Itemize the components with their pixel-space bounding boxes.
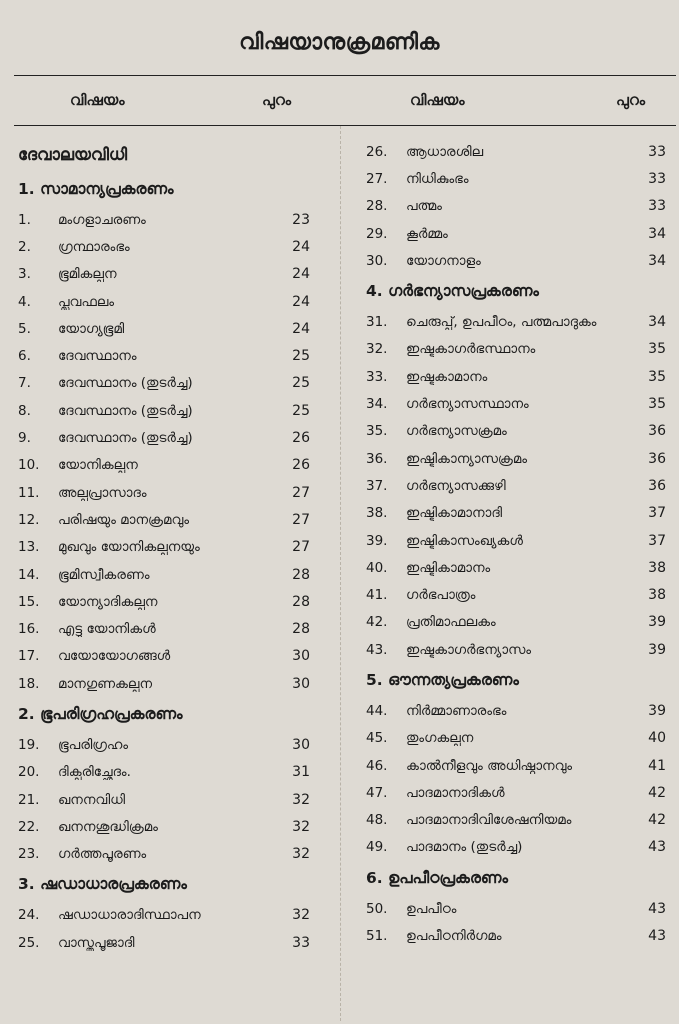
entry-page: 41 <box>648 757 666 774</box>
entry-title: മുഖവും യോനികല്പനയും <box>58 539 200 556</box>
entry-title: പത്മം <box>406 198 442 215</box>
entry-number: 15. <box>18 593 40 610</box>
entry-page: 27 <box>292 484 310 501</box>
entry-title: പാദമാനാദികൾ <box>406 784 505 801</box>
entry-page: 30 <box>292 648 310 665</box>
toc-entry <box>18 561 310 588</box>
entry-page: 36 <box>648 423 666 440</box>
entry-page: 35 <box>648 368 666 385</box>
entry-number: 51. <box>366 928 388 945</box>
toc-entry <box>366 247 666 274</box>
toc-entry <box>18 424 310 451</box>
entry-page: 28 <box>292 593 310 610</box>
entry-page: 38 <box>648 587 666 604</box>
entry-page: 30 <box>292 675 310 692</box>
entry-number: 37. <box>366 477 388 494</box>
entry-number: 22. <box>18 818 40 835</box>
entry-page: 26 <box>292 457 310 474</box>
toc-entry <box>18 315 310 342</box>
entry-title: എട്ടു യോനികൾ <box>58 621 156 638</box>
entry-title: ഖനനശുദ്ധിക്രമം <box>58 818 158 835</box>
entry-number: 18. <box>18 675 40 692</box>
entry-number: 38. <box>366 505 388 522</box>
entry-number: 3. <box>18 266 31 283</box>
entry-number: 46. <box>366 757 388 774</box>
toc-entry <box>18 813 310 840</box>
entry-title: വാസ്തുപൂജാദി <box>58 934 135 951</box>
entry-number: 28. <box>366 198 388 215</box>
toc-entry <box>366 445 666 472</box>
toc-entry <box>18 342 310 369</box>
entry-number: 2. <box>18 238 31 255</box>
entry-page: 31 <box>292 764 310 781</box>
entry-title: ഇഷ്ടകാമാനം <box>406 368 488 385</box>
toc-entry <box>366 895 666 922</box>
entry-number: 9. <box>18 430 31 447</box>
toc-entry <box>366 138 666 165</box>
toc-entry <box>366 165 666 192</box>
entry-title: നിധികുംഭം <box>406 170 469 187</box>
toc-entry <box>18 759 310 786</box>
entry-page: 25 <box>292 402 310 419</box>
left-page-header: പുറം <box>262 91 292 109</box>
entry-page: 33 <box>292 934 310 951</box>
toc-entry <box>366 554 666 581</box>
entry-page: 33 <box>648 143 666 160</box>
entry-number: 27. <box>366 170 388 187</box>
entry-title: കൂർമ്മം <box>406 225 448 242</box>
entry-page: 25 <box>292 375 310 392</box>
right-topic-header: വിഷയം <box>410 91 465 109</box>
entry-title: ഭൂമിസ്വീകരണം <box>58 566 150 583</box>
entry-title: ചെരുപ്പ്, ഉപപീഠം, പത്മപാദുകം <box>406 314 597 331</box>
toc-entry <box>18 233 310 260</box>
toc-entry <box>18 370 310 397</box>
entry-title: കാൽനീളവും അധിഷ്ഠാനവും <box>406 757 573 774</box>
entry-number: 47. <box>366 784 388 801</box>
entry-title: നിർമ്മാണാരംഭം <box>406 702 507 719</box>
entry-number: 23. <box>18 846 40 863</box>
entry-title: അല്പപ്രാസാദം <box>58 484 147 501</box>
left-column <box>18 138 310 956</box>
entry-page: 28 <box>292 621 310 638</box>
entry-page: 34 <box>648 252 666 269</box>
entry-number: 6. <box>18 348 31 365</box>
toc-entry <box>366 779 666 806</box>
toc-entry <box>366 363 666 390</box>
toc-entry <box>366 418 666 445</box>
entry-title: ആധാരശില <box>406 143 484 160</box>
toc-entry <box>366 609 666 636</box>
entry-title: ഗർഭന്യാസക്കുഴി <box>406 477 506 494</box>
entry-title: ഇഷ്ടികാമാനാദി <box>406 505 503 522</box>
entry-number: 19. <box>18 736 40 753</box>
entry-title: പാദമാനം (തുടർച്ച) <box>406 839 523 856</box>
entry-page: 39 <box>648 702 666 719</box>
entry-page: 33 <box>648 170 666 187</box>
entry-page: 28 <box>292 566 310 583</box>
entry-title: യോനികല്പന <box>58 457 138 474</box>
entry-number: 1. <box>18 211 31 228</box>
entry-title: ഭൂമികല്പന <box>58 266 117 283</box>
entry-page: 35 <box>648 396 666 413</box>
entry-number: 26. <box>366 143 388 160</box>
entry-title: യോഗനാളം <box>406 252 481 269</box>
toc-entry <box>366 581 666 608</box>
toc-entry <box>366 500 666 527</box>
entry-title: പ്രതിമാഫലകം <box>406 614 496 631</box>
page-title: വിഷയാനുക്രമണിക <box>239 30 440 55</box>
entry-page: 27 <box>292 511 310 528</box>
toc-entry <box>366 725 666 752</box>
entry-number: 5. <box>18 320 31 337</box>
entry-title: ഇഷ്ടികാന്യാസക്രമം <box>406 450 528 467</box>
entry-number: 39. <box>366 532 388 549</box>
entry-title: ഉപപീഠനിർഗമം <box>406 928 502 945</box>
toc-entry <box>366 922 666 949</box>
entry-title: ദേവസ്ഥാനം <box>58 348 137 365</box>
entry-page: 36 <box>648 477 666 494</box>
header-rule <box>14 125 676 126</box>
entry-page: 30 <box>292 736 310 753</box>
toc-entry <box>18 506 310 533</box>
section-heading: 3. ഷഡാധാരപ്രകരണം <box>18 875 187 894</box>
entry-number: 16. <box>18 621 40 638</box>
entry-page: 27 <box>292 539 310 556</box>
toc-entry <box>366 807 666 834</box>
entry-number: 10. <box>18 457 40 474</box>
entry-page: 43 <box>648 900 666 917</box>
toc-entry <box>18 841 310 868</box>
entry-title: പരിഷയും മാനക്രമവും <box>58 511 189 528</box>
entry-number: 41. <box>366 587 388 604</box>
entry-title: തുംഗകല്പന <box>406 730 474 747</box>
entry-title: പ്ലവഫലം <box>58 293 115 310</box>
left-topic-header: വിഷയം <box>70 91 125 109</box>
entry-title: മംഗളാചരണം <box>58 211 146 228</box>
entry-title: ദേവസ്ഥാനം (തുടർച്ച) <box>58 402 193 419</box>
toc-entry <box>366 193 666 220</box>
entry-page: 26 <box>292 430 310 447</box>
entry-number: 21. <box>18 791 40 808</box>
entry-number: 11. <box>18 484 40 501</box>
entry-number: 12. <box>18 511 40 528</box>
entry-number: 20. <box>18 764 40 781</box>
section-heading: 6. ഉപപീഠപ്രകരണം <box>366 868 508 887</box>
toc-entry <box>366 336 666 363</box>
entry-page: 39 <box>648 614 666 631</box>
entry-page: 34 <box>648 225 666 242</box>
entry-number: 32. <box>366 341 388 358</box>
section-heading: 5. ഔന്നത്യപ്രകരണം <box>366 670 519 689</box>
entry-title: പാദമാനാദിവിശേഷനിയമം <box>406 812 572 829</box>
entry-number: 36. <box>366 450 388 467</box>
entry-title: ദിക്പരിച്ഛേദം. <box>58 764 131 781</box>
toc-entry <box>18 534 310 561</box>
entry-title: ദേവസ്ഥാനം (തുടർച്ച) <box>58 375 193 392</box>
entry-number: 13. <box>18 539 40 556</box>
entry-page: 24 <box>292 266 310 283</box>
top-rule <box>14 75 676 76</box>
entry-page: 33 <box>648 198 666 215</box>
entry-number: 30. <box>366 252 388 269</box>
entry-title: യോഗ്യഭൂമി <box>58 320 125 337</box>
right-column <box>366 138 666 950</box>
column-divider <box>340 126 341 1021</box>
entry-number: 25. <box>18 934 40 951</box>
toc-entry <box>18 588 310 615</box>
entry-number: 7. <box>18 375 31 392</box>
toc-entry <box>18 902 310 929</box>
entry-page: 23 <box>292 211 310 228</box>
entry-number: 49. <box>366 839 388 856</box>
toc-entry <box>18 929 310 956</box>
entry-page: 24 <box>292 238 310 255</box>
entry-page: 34 <box>648 314 666 331</box>
entry-page: 40 <box>648 730 666 747</box>
entry-number: 34. <box>366 396 388 413</box>
entry-page: 24 <box>292 320 310 337</box>
entry-number: 42. <box>366 614 388 631</box>
entry-page: 42 <box>648 784 666 801</box>
entry-title: ഖനനവിധി <box>58 791 126 808</box>
entry-title: ദേവസ്ഥാനം (തുടർച്ച) <box>58 430 193 447</box>
section-heading: 1. സാമാന്യപ്രകരണം <box>18 179 174 198</box>
entry-number: 8. <box>18 402 31 419</box>
entry-title: ഭൂപരിഗ്രഹം <box>58 736 129 753</box>
toc-entry <box>366 308 666 335</box>
toc-entry <box>366 220 666 247</box>
entry-page: 38 <box>648 559 666 576</box>
section-heading: ദേവാലയവിധി <box>18 145 128 164</box>
entry-number: 33. <box>366 368 388 385</box>
toc-entry <box>18 261 310 288</box>
entry-page: 43 <box>648 839 666 856</box>
toc-entry <box>366 697 666 724</box>
toc-entry <box>18 479 310 506</box>
toc-entry <box>366 390 666 417</box>
entry-page: 39 <box>648 641 666 658</box>
entry-number: 45. <box>366 730 388 747</box>
entry-title: ഗർഭന്യാസസ്ഥാനം <box>406 396 529 413</box>
entry-title: വയോയോഗങ്ങൾ <box>58 648 171 665</box>
entry-title: ഇഷ്ടകാഗർഭന്യാസം <box>406 641 532 658</box>
entry-number: 29. <box>366 225 388 242</box>
entry-page: 24 <box>292 293 310 310</box>
entry-title: ഗർഭപാത്രം <box>406 587 476 604</box>
entry-number: 44. <box>366 702 388 719</box>
entry-number: 50. <box>366 900 388 917</box>
toc-entry <box>18 288 310 315</box>
entry-number: 24. <box>18 907 40 924</box>
toc-entry <box>18 615 310 642</box>
entry-title: യോന്യാദികല്പന <box>58 593 158 610</box>
entry-number: 17. <box>18 648 40 665</box>
entry-title: ഷഡാധാരാദിസ്ഥാപന <box>58 907 201 924</box>
entry-title: ഇഷ്ടികാമാനം <box>406 559 491 576</box>
entry-page: 32 <box>292 791 310 808</box>
entry-title: ഇഷ്ടികാസംഖ്യകൾ <box>406 532 523 549</box>
toc-entry <box>366 527 666 554</box>
entry-page: 37 <box>648 532 666 549</box>
entry-page: 35 <box>648 341 666 358</box>
toc-entry <box>18 206 310 233</box>
entry-title: ഇഷ്ടകാഗർഭസ്ഥാനം <box>406 341 536 358</box>
toc-entry <box>18 397 310 424</box>
toc-entry <box>366 752 666 779</box>
toc-entry <box>18 731 310 758</box>
entry-title: ഗർത്തപൂരണം <box>58 846 147 863</box>
toc-entry <box>366 834 666 861</box>
entry-number: 43. <box>366 641 388 658</box>
entry-page: 36 <box>648 450 666 467</box>
right-page-header: പുറം <box>616 91 646 109</box>
toc-entry <box>18 452 310 479</box>
entry-number: 14. <box>18 566 40 583</box>
section-heading: 2. ഭൂപരിഗ്രഹപ്രകരണം <box>18 704 183 723</box>
entry-page: 32 <box>292 846 310 863</box>
entry-number: 31. <box>366 314 388 331</box>
entry-page: 42 <box>648 812 666 829</box>
toc-entry <box>18 786 310 813</box>
entry-title: ഗ്രന്ഥാരംഭം <box>58 238 130 255</box>
entry-title: മാനഗുണകല്പന <box>58 675 152 692</box>
entry-page: 32 <box>292 907 310 924</box>
toc-entry <box>18 670 310 697</box>
section-heading: 4. ഗർഭന്യാസപ്രകരണം <box>366 281 539 300</box>
toc-entry <box>18 643 310 670</box>
entry-number: 40. <box>366 559 388 576</box>
entry-number: 48. <box>366 812 388 829</box>
entry-title: ഗർഭന്യാസക്രമം <box>406 423 507 440</box>
entry-page: 25 <box>292 348 310 365</box>
toc-entry <box>366 472 666 499</box>
toc-entry <box>366 636 666 663</box>
entry-number: 35. <box>366 423 388 440</box>
entry-page: 32 <box>292 818 310 835</box>
entry-page: 37 <box>648 505 666 522</box>
entry-page: 43 <box>648 928 666 945</box>
entry-number: 4. <box>18 293 31 310</box>
entry-title: ഉപപീഠം <box>406 900 457 917</box>
